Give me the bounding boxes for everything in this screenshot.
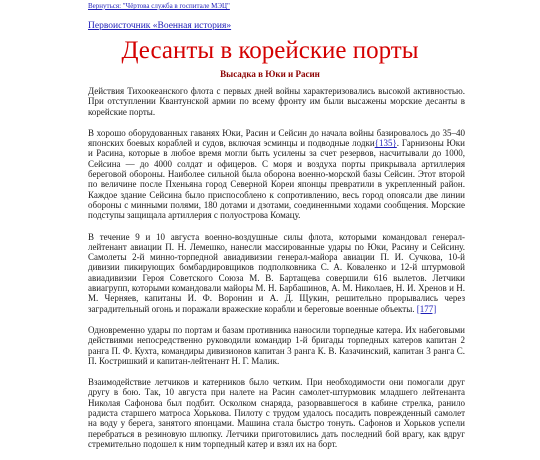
paragraph-text: В течение 9 и 10 августа военно-воздушные силы флота, которыми командовал генерал-лейтенант авиации П. Н. Лемешко, нанесли массированные удары по Юки, Расину и Сейсину. Самолеты 2-й минно-торпедной авиадивизии генерал-майора авиации П. И. Сучкова, 10-й дивизии пикирующих бомбардировщиков подполковника С. А. Коваленко и 12-й штурмовой авиадивизии Героя Советского Союза М. В. Бартащева совершили 616 вылетов. Летчики авиагрупп, которыми командовали майоры М. Н. Барбашинов, А. М. Николаев, Н. И. Хренов и Н. М. Черняев, капитаны И. Ф. Воронин и А. Д. Щукин, решительно прорывались через заградительный огонь и поражали вражеские корабли и береговые военные объекты.: [88, 231, 465, 314]
paragraph-text: Действия Тихоокеанского флота с первых дней войны характеризовались высокой активностью. При отступлении Квантунской армии по всему фронту им были высажены морские десанты в корейские порты.: [88, 86, 465, 117]
article-paragraph: [88, 86, 465, 117]
paragraph-text: Взаимодействие летчиков и катерников было четким. При необходимости они помогали друг другу в бою. Так, 10 августа при налете на Расин самолет-штурмовик младшего лейтенанта Николая Сафонова был подбит. Осколком снаряда, разорвавшегося в кабине стрелка, ранило радиста старшего матроса Хорькова. Пилоту с трудом удалось посадить поврежденный самолет на воду у берега, занятого японцами. Машина стала быстро тонуть. Сафонов и Хорьков успели перебраться в резиновую шлюпку. Летчики приготовились дать последний бой врагу, как вдруг стремительно подошел к ним торпедный катер и взял их на борт.: [88, 377, 465, 449]
article-subtitle: Высадка в Юки и Расин: [220, 69, 320, 79]
source-link[interactable]: Первоисточник «Военная история»: [88, 21, 232, 31]
article-paragraph: [88, 377, 465, 449]
footnote-link[interactable]: {135}: [374, 138, 397, 149]
article-paragraph: [88, 128, 465, 221]
back-link[interactable]: Вернуться: "Чёртова служба в госпитале МЭЦ": [88, 2, 230, 10]
article-body: [88, 86, 465, 460]
footnote-link[interactable]: [177]: [416, 303, 437, 314]
article-title: Десанты в корейские порты: [121, 37, 419, 64]
paragraph-text: Одновременно удары по портам и базам противника наносили торпедные катера. Их набеговыми действиями непосредственно руководили командир 1-й бригады торпедных катеров капитан 2 ранга П. Ф. Кухта, командиры дивизионов капитан 3 ранга К. В. Казачинский, капитан 3 ранга С. П. Костришкий и капитан-лейтенант Н. Г. Малик.: [88, 324, 465, 366]
paragraph-text: . Гарнизоны Юки и Расина, которые в любое время могли быть усилены за счет резервов, насчитывали до 1000, Сейсина — до 4000 солдат и офицеров. С моря и воздуха порты прикрывала артиллерия береговой обороны. Наиболее сильной была оборона военно-морской базы Сейсин. Этот второй по величине после Пхеньяна город Северной Кореи японцы превратили в укрепленный район. Каждое здание Сейсина было приспособлено к сопротивлению, весь город опоясали две линии обороны с минными полями, 180 дотами и дзотами, соединенными ходами сообщения. Морские подступы защищала артиллерия с полуострова Комацу.: [88, 138, 465, 221]
article-paragraph: [88, 232, 465, 314]
paragraph-text: В хорошо оборудованных гаванях Юки, Расин и Сейсин до начала войны базировалось до 35–40 японских боевых кораблей и судов, включая эсминцы и подводные лодки: [88, 127, 465, 149]
top-links: [88, 2, 231, 32]
article-paragraph: [88, 325, 465, 366]
